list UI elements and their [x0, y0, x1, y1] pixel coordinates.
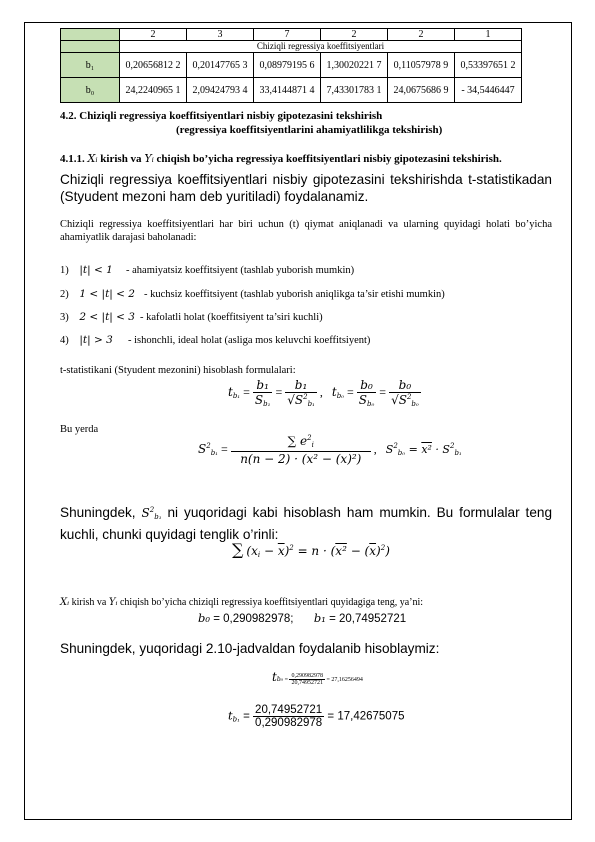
table-header-cell: 3	[187, 29, 254, 41]
shuningdek-lead: Shuningdek,	[60, 505, 136, 520]
case-number: 1)	[60, 265, 69, 276]
main-calc-numerator: 20,74952721	[255, 704, 323, 716]
case-number: 4)	[60, 335, 69, 346]
table-cell: 0,20147765 3	[187, 53, 254, 78]
table-cell: 24,2240965 1	[120, 78, 187, 103]
equivalence-paragraph: Shuningdek, $S^2_{b_1}$ ni yuqoridagi kabi hisoblash ham mumkin. Bu formulalar teng kuchli, chunki quyidagi tenglik o’rinli:	[60, 505, 553, 542]
table-header-cell: 1	[455, 29, 522, 41]
case-text: - kuchsiz koeffitsiyent (tashlab yuborish aniqlikga ta’sir etishi mumkin)	[144, 289, 445, 300]
table-empty-cell	[61, 41, 120, 53]
subsection-number: 4.1.1.	[60, 153, 85, 165]
calc-intro: Shuningdek, yuqoridagi 2.10-jadvaldan foydalanib hisoblaymiz:	[60, 641, 440, 656]
case-condition: |t| < 1	[79, 264, 113, 276]
coefficients-table	[60, 28, 522, 103]
case-item	[60, 334, 370, 347]
subsection-tail: chiqish bo’yicha regressiya koeffitsiyentlari nisbiy gipotezasini tekshirish.	[156, 153, 502, 165]
case-condition: 2 < |t| < 3	[79, 311, 135, 323]
table-cell: 0,20656812 2	[120, 53, 187, 78]
subsection-heading	[60, 152, 502, 165]
criteria-paragraph: Chiziqli regressiya koeffitsiyentlari har biri uchun (t) qiymat aniqlanadi va ularning quyidagi holati bo’yicha ahamiyatlik darajasi baholanadi:	[60, 219, 552, 243]
bu-yerda-label: Bu yerda	[60, 424, 99, 435]
table-cell: 0,08979195 6	[254, 53, 321, 78]
coef-line-tail: chiqish bo’yicha chiziqli regressiya koeffitsiyentlari quyidagiga teng, ya’ni:	[119, 597, 424, 608]
small-calc-denominator: 20,74952721	[291, 680, 323, 687]
table-cell: 2,09424793 4	[187, 78, 254, 103]
intro-paragraph: Chiziqli regressiya koeffitsiyentlari nisbiy gipotezasini tekshirishda t-statistikadan (Styudent mezoni ham deb yuritiladi) foydalanamiz.	[60, 172, 552, 204]
case-condition: 1 < |t| < 2	[79, 288, 135, 300]
small-t-calculation: tb₀ = $\frac{0,290982978}{20,74952721}$ = 27,16256494	[272, 670, 363, 687]
case-text: - kafolatli holat (koeffitsiyent ta’siri kuchli)	[140, 312, 323, 323]
coefficients-line	[60, 597, 423, 608]
b0-label: b₀	[198, 611, 210, 625]
table-cell: 0,11057978 9	[388, 53, 455, 78]
coefficient-values: b₀ = 0,290982978; b₁ = 20,74952721	[198, 611, 407, 625]
table-header-cell: 2	[321, 29, 388, 41]
y-symbol: Yᵢ	[144, 152, 154, 165]
subsection-mid: kirish va	[100, 153, 142, 165]
y-symbol: Yᵢ	[108, 597, 118, 608]
b1-value: 20,74952721	[338, 613, 407, 625]
sum-identity: ∑ $(x_i - \overline{x})^2 = n \cdot (x^2 - (\overline{x})^2)$	[232, 540, 390, 559]
table-row	[61, 78, 522, 103]
t-formula: $t_{b_1}$ = $\frac{\text{b₁}}{S_{b_1}}$ = $\frac{\text{b₁}}{√S^2_{b_1}}$ , $t_{b_0}$ = $\frac{\text{b₀}}{S_{b_0}}$ = $\frac{\text{b₀}}{√S^2_{b_0}}$	[228, 378, 419, 408]
case-item	[60, 311, 323, 324]
table-cell: 24,0675686 9	[388, 78, 455, 103]
case-text: - ishonchli, ideal holat (asliga mos keluvchi koeffitsiyent)	[128, 335, 371, 346]
table-cell: - 34,5446447	[455, 78, 522, 103]
table-cell: 0,53397651 2	[455, 53, 522, 78]
table-span-title: Chiziqli regressiya koeffitsiyentlari	[120, 41, 522, 53]
case-number: 3)	[60, 312, 69, 323]
small-calc-result: 27,16256494	[331, 677, 363, 683]
b0-value: 0,290982978;	[223, 613, 294, 625]
table-cell: 1,30020221 7	[321, 53, 388, 78]
coef-line-mid: kirish va	[71, 597, 107, 608]
page-border	[24, 22, 572, 820]
row-label: b₀	[61, 78, 120, 103]
tstat-intro: t-statistikani (Styudent mezonini) hisoblash formulalari:	[60, 365, 296, 376]
small-calc-numerator: 0,290982978	[291, 673, 323, 680]
section-subtitle: (regressiya koeffitsiyentlarini ahamiyatlilikga tekshirish)	[176, 124, 443, 136]
variance-formula: $S^2_{b_1}$ = $\frac{\sum e^2_i}{n(n - 2) \cdot (x^2 - (\overline{x})^2)}$ , $S^2_{b_0} = x^2 \cdot S^2_{b_1}$	[198, 434, 462, 466]
main-t-calculation: $t_{b_1}$ = $\frac{20,74952721}{0,290982978}$ = 17,42675075	[228, 704, 405, 729]
table-header-cell: 2	[388, 29, 455, 41]
main-calc-result: 17,42675075	[337, 710, 405, 723]
section-title: 4.2. Chiziqli regressiya koeffitsiyentlari nisbiy gipotezasini tekshirish	[60, 110, 383, 122]
table-header-cell	[61, 29, 120, 41]
main-calc-denominator: 0,290982978	[255, 717, 323, 729]
table-header-cell: 2	[120, 29, 187, 41]
table-header-cell: 7	[254, 29, 321, 41]
row-label: b₁	[61, 53, 120, 78]
table-cell: 7,43301783 1	[321, 78, 388, 103]
shuningdek-tail: ni yuqoridagi kabi hisoblash ham mumkin. Bu formulalar teng kuchli, chunki quyidagi tenglik o’rinli:	[60, 505, 553, 542]
x-symbol: Xᵢ	[87, 152, 98, 165]
case-item	[60, 288, 445, 301]
case-number: 2)	[60, 289, 69, 300]
case-text: - ahamiyatsiz koeffitsiyent (tashlab yuborish mumkin)	[126, 265, 355, 276]
table-span-row	[61, 41, 522, 53]
case-item	[60, 264, 354, 277]
case-condition: |t| > 3	[79, 334, 113, 346]
x-symbol: Xᵢ	[60, 597, 70, 608]
table-cell: 33,4144871 4	[254, 78, 321, 103]
table-header-row	[61, 29, 522, 41]
b1-label: b₁	[313, 611, 326, 625]
table-row	[61, 53, 522, 78]
